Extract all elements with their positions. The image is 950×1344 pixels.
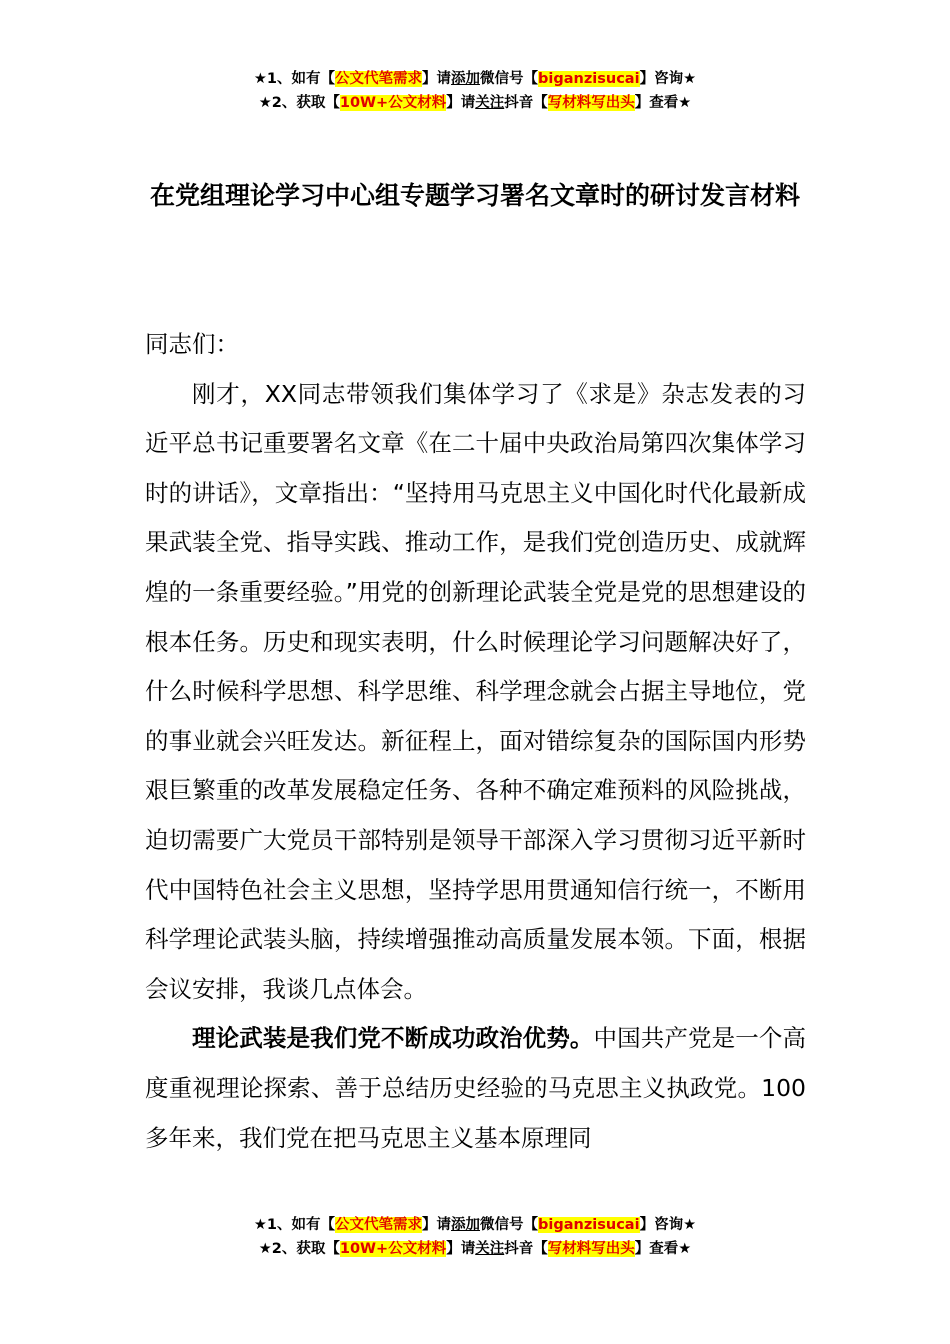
banner-text: 】请 bbox=[422, 71, 452, 87]
document-body bbox=[145, 320, 806, 1200]
banner-text: ★1、如有【 bbox=[253, 1217, 336, 1233]
banner-text: 微信号【 bbox=[480, 71, 539, 87]
highlight-service: 公文代笔需求 bbox=[335, 1217, 423, 1233]
highlight-douyin-account: 写材料写出头 bbox=[547, 1241, 635, 1257]
underlined-text: 关注 bbox=[475, 1241, 505, 1257]
banner-text: 微信号【 bbox=[480, 1217, 539, 1233]
paragraph-heading: 理论武装是我们党不断成功政治优势。 bbox=[192, 1024, 594, 1053]
banner-line-2 bbox=[0, 91, 950, 115]
underlined-text: 添加 bbox=[451, 71, 481, 87]
banner-line-1 bbox=[0, 1213, 950, 1237]
banner-text: ★2、获取【 bbox=[258, 95, 340, 111]
banner-line-2 bbox=[0, 1237, 950, 1261]
highlight-wechat-id: biganzisucai bbox=[538, 1217, 640, 1233]
banner-text: 抖音【 bbox=[504, 1241, 548, 1257]
underlined-text: 关注 bbox=[475, 95, 505, 111]
paragraph bbox=[145, 1014, 806, 1163]
banner-text: 】请 bbox=[446, 95, 476, 111]
highlight-wechat-id: biganzisucai bbox=[538, 71, 640, 87]
banner-text: ★1、如有【 bbox=[253, 71, 336, 87]
salutation: 同志们： bbox=[145, 330, 239, 358]
banner-text: 】咨询★ bbox=[639, 1217, 697, 1233]
highlight-service: 公文代笔需求 bbox=[335, 71, 423, 87]
banner-text: 】请 bbox=[446, 1241, 476, 1257]
banner-line-1 bbox=[0, 67, 950, 91]
footer-banner bbox=[0, 1213, 950, 1261]
banner-text: 】咨询★ bbox=[639, 71, 697, 87]
paragraph-text: 中国共产党是一个高度重视理论探索、善于总结历史经验的马克思主义执政党。100多年来，我们党在把马克思主义基本原理同 bbox=[145, 1024, 806, 1152]
banner-text: 】查看★ bbox=[634, 95, 692, 111]
banner-text: 抖音【 bbox=[504, 95, 548, 111]
highlight-materials: 10W+公文材料 bbox=[339, 1241, 447, 1257]
highlight-douyin-account: 写材料写出头 bbox=[547, 95, 635, 111]
paragraph: 刚才，XX同志带领我们集体学习了《求是》杂志发表的习近平总书记重要署名文章《在二十届中央政治局第四次集体学习时的讲话》，文章指出：“坚持用马克思主义中国化时代化最新成果武装全党、指导实践、推动工作，是我们党创造历史、成就辉煌的一条重要经验。”用党的创新理论武装全党是党的思想建设的根本任务。历史和现实表明，什么时候理论学习问题解决好了，什么时候科学思想、科学思维、科学理念就会占据主导地位，党的事业就会兴旺发达。新征程上，面对错综复杂的国际国内形势艰巨繁重的改革发展稳定任务、各种不确定难预料的风险挑战，迫切需要广大党员干部特别是领导干部深入学习贯彻习近平新时代中国特色社会主义思想，坚持学思用贯通知信行统一，不断用科学理论武装头脑，持续增强推动高质量发展本领。下面，根据会议安排，我谈几点体会。 bbox=[145, 379, 806, 1003]
header-banner bbox=[0, 67, 950, 115]
banner-text: 】请 bbox=[422, 1217, 452, 1233]
document-title: 在党组理论学习中心组专题学习署名文章时的研讨发言材料 bbox=[149, 181, 800, 210]
underlined-text: 添加 bbox=[451, 1217, 481, 1233]
banner-text: ★2、获取【 bbox=[258, 1241, 340, 1257]
highlight-materials: 10W+公文材料 bbox=[339, 95, 447, 111]
banner-text: 】查看★ bbox=[634, 1241, 692, 1257]
